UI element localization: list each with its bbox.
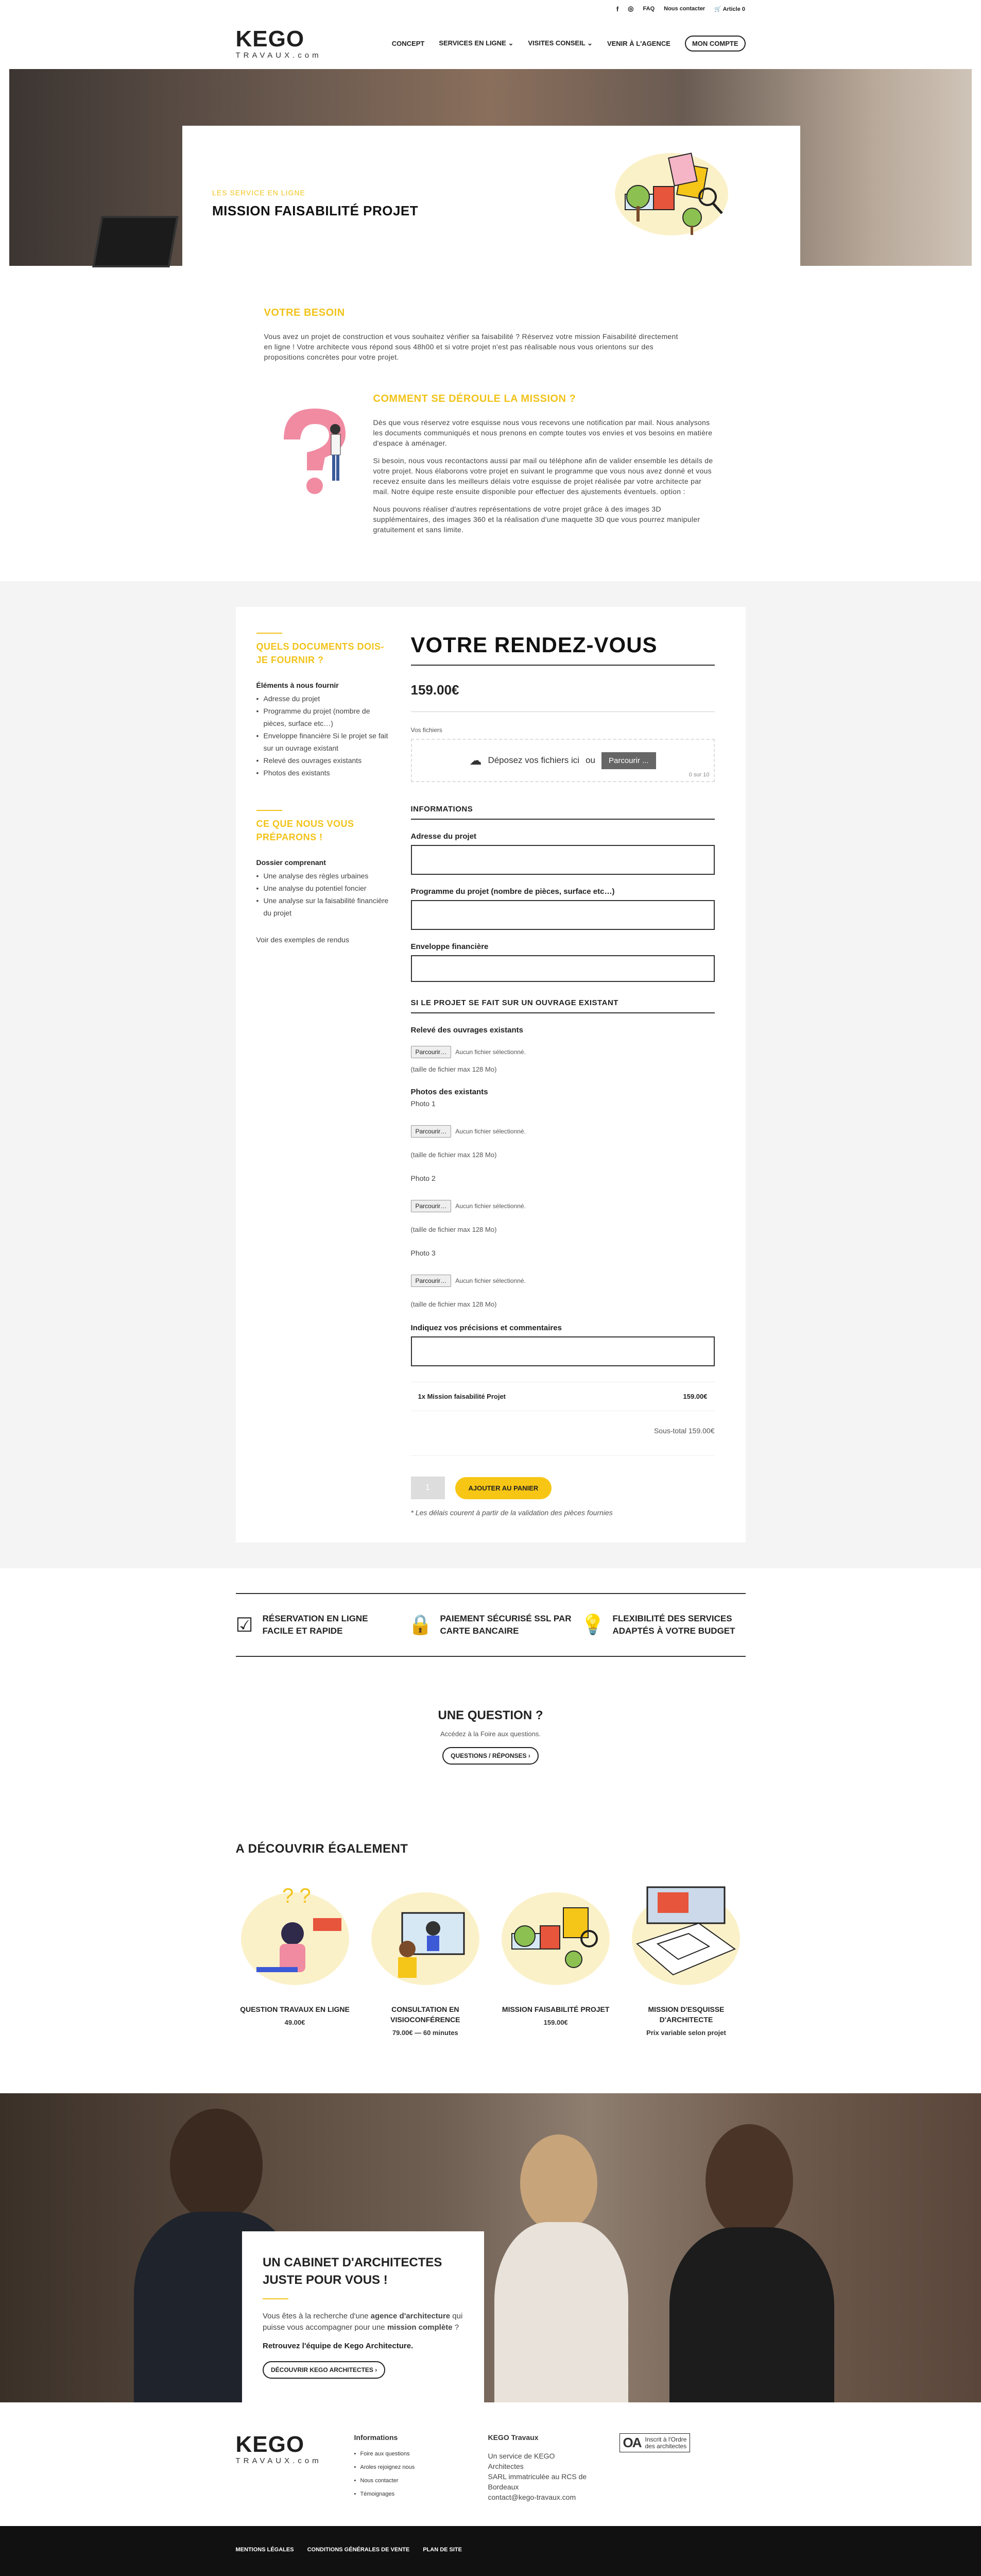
comments-field[interactable]	[411, 1336, 715, 1366]
footer-link[interactable]: • Nous contacter	[354, 2478, 488, 2484]
summary-price: 159.00€	[683, 1393, 708, 1400]
besoin-title: VOTRE BESOIN	[264, 307, 345, 318]
browse-button[interactable]: Parcourir ...	[601, 752, 656, 769]
feature-text: FLEXIBILITÉ DES SERVICES ADAPTÉS À VOTRE BUDGET	[612, 1614, 735, 1636]
max-size-note: (taille de fichier max 128 Mo)	[410, 1226, 497, 1233]
photo2-label: Photo 2	[410, 1174, 436, 1182]
video-call-illustration	[366, 1877, 485, 1990]
svg-text:? ?: ? ?	[282, 1885, 311, 1907]
photo1-file-input	[411, 1125, 715, 1138]
divider	[256, 810, 282, 811]
company-line: SARL immatriculée au RCS de	[488, 2472, 587, 2481]
oa-text-line: des architectes	[645, 2442, 687, 2450]
discover-architects-button[interactable]	[263, 2361, 385, 2379]
address-field[interactable]	[411, 845, 715, 875]
list-item: • Une analyse des règles urbaines	[256, 870, 390, 882]
summary-item: 1x Mission faisabilité Projet	[418, 1393, 506, 1400]
feature-item	[236, 1613, 401, 1637]
footer-info	[354, 2433, 488, 2526]
team-title: UN CABINET D'ARCHITECTES JUSTE POUR VOUS !	[263, 2256, 442, 2287]
deroule-section	[263, 393, 718, 535]
subtotal: Sous-total 159.00€	[411, 1427, 715, 1456]
oa-text-line: Inscrit à l'Ordre	[645, 2435, 687, 2443]
feature-item	[408, 1613, 573, 1637]
team-card	[242, 2231, 484, 2402]
prep-list	[256, 870, 390, 919]
releve-label: Relevé des ouvrages existants	[410, 1026, 523, 1035]
page-title: MISSION FAISABILITÉ PROJET	[212, 203, 419, 218]
upload-cloud-icon: ☁	[469, 753, 482, 768]
deroule-p3: Nous pouvons réaliser d'autres représentations de votre projet grâce à des images 3D supplémentaires, des images 360 et la réalisation d'une maquette 3D que vous pourrez manipuler gratuitement et sans limite.	[373, 505, 700, 534]
chevron-right-icon: ›	[528, 1752, 530, 1759]
photo3-file-input	[411, 1275, 715, 1287]
list-item: • Photos des existants	[256, 767, 390, 779]
feasibility-illustration	[496, 1877, 615, 1990]
checkbox-icon: ☑	[235, 1614, 253, 1636]
add-to-cart-row	[411, 1477, 715, 1499]
card-price: 79.00€ — 60 minutes	[392, 2029, 458, 2037]
company-line: Bordeaux	[488, 2483, 519, 2491]
chevron-down-icon: ⌄	[508, 39, 514, 47]
address-label: Adresse du projet	[410, 832, 477, 841]
docs-subtitle: Éléments à nous fournir	[256, 681, 339, 689]
photo3-label: Photo 3	[410, 1249, 436, 1257]
budget-label: Enveloppe financière	[410, 942, 489, 951]
faq-title: UNE QUESTION ?	[438, 1708, 543, 1722]
info-title: INFORMATIONS	[411, 805, 715, 820]
bulb-icon: 💡	[580, 1614, 605, 1636]
no-file-text: Aucun fichier sélectionné.	[455, 1277, 526, 1284]
company-line: Un service de KEGO	[488, 2452, 555, 2460]
no-file-text: Aucun fichier sélectionné.	[455, 1128, 526, 1135]
add-to-cart-button[interactable]: AJOUTER AU PANIER	[455, 1477, 552, 1499]
logo-text: KEGO	[235, 26, 305, 52]
examples-link[interactable]: Voir des exemples de rendus	[256, 936, 350, 944]
max-size-note: (taille de fichier max 128 Mo)	[410, 1300, 497, 1308]
list-item: • Relevé des ouvrages existants	[256, 754, 390, 767]
drop-or: ou	[586, 755, 595, 765]
no-file-text: Aucun fichier sélectionné.	[455, 1048, 526, 1056]
team-cta-text: Retrouvez l'équipe de Kego Architecture.	[263, 2342, 414, 2350]
prep-subtitle: Dossier comprenant	[256, 858, 326, 867]
feature-text: PAIEMENT SÉCURISÉ SSL PAR CARTE BANCAIRE	[440, 1614, 572, 1636]
feature-text: RÉSERVATION EN LIGNE FACILE ET RAPIDE	[262, 1614, 368, 1636]
max-size-note: (taille de fichier max 128 Mo)	[410, 1065, 497, 1073]
faq-button[interactable]	[442, 1747, 539, 1765]
delay-note: * Les délais courent à partir de la validation des pièces fournies	[410, 1509, 613, 1517]
footer-link[interactable]: • Aroles rejoignez nous	[354, 2464, 488, 2470]
hero-tag: LES SERVICE EN LIGNE	[212, 189, 305, 197]
question-illustration	[236, 1877, 354, 1990]
card-title: MISSION FAISABILITÉ PROJET	[502, 2005, 610, 2013]
no-file-text: Aucun fichier sélectionné.	[455, 1202, 526, 1210]
legal-link[interactable]: PLAN DE SITE	[423, 2547, 462, 2553]
deroule-p2: Si besoin, nous vous recontactons aussi par mail ou téléphone afin de valider ensemble les détails de votre projet. Nous élaborons votre projet en suivant le programme que vous nous avez donné et vous recevez ensuite dans les meilleurs délais votre esquisse de projet réalisée par votre architecte par mail. Notre équipe reste ensuite disponible pour effectuer des ajustements éventuels. option :	[373, 456, 713, 496]
team-text-part: Vous êtes à la recherche d'une	[263, 2312, 371, 2320]
existing-title: SI LE PROJET SE FAIT SUR UN OUVRAGE EXISTANT	[411, 998, 715, 1013]
site-logo[interactable]	[236, 28, 322, 59]
features-strip	[236, 1593, 746, 1657]
account-button[interactable]: MON COMPTE	[685, 36, 746, 52]
cart-link[interactable]	[714, 6, 745, 12]
company-line: Architectes	[488, 2462, 524, 2470]
team-text-part: qui puisse vous accompagner pour une	[263, 2312, 463, 2332]
cart-count: Article 0	[722, 6, 745, 12]
main-nav	[392, 36, 746, 52]
faq-button-label: QUESTIONS / RÉPONSES	[451, 1752, 527, 1759]
service-cards	[236, 1877, 746, 2037]
legal-link[interactable]: MENTIONS LÉGALES	[235, 2547, 294, 2553]
cart-icon: 🛒	[714, 6, 721, 12]
footer-oa	[619, 2433, 691, 2526]
nav-agence[interactable]: VENIR À L'AGENCE	[607, 39, 670, 47]
booking-price: 159.00€	[411, 682, 715, 712]
booking-band	[0, 581, 981, 1568]
monitor-image	[92, 216, 179, 267]
file-browse-button[interactable]: Parcourir…	[411, 1275, 452, 1287]
nav-services[interactable]	[439, 39, 513, 47]
oa-badge	[619, 2433, 691, 2452]
company-email[interactable]: contact@kego-travaux.com	[488, 2493, 576, 2501]
service-card[interactable]	[627, 1877, 745, 2037]
list-item: • Programme du projet (nombre de pièces, surface etc…)	[256, 705, 390, 730]
list-item: • Adresse du projet	[256, 692, 390, 705]
site-header	[236, 18, 746, 69]
budget-field[interactable]	[411, 955, 715, 982]
logo-subtext: TRAVAUX.com	[235, 50, 322, 60]
prep-title: CE QUE NOUS VOUS PRÉPARONS !	[256, 819, 354, 842]
lock-icon: 🔒	[408, 1614, 433, 1636]
hero-banner	[9, 69, 972, 266]
photo1-label: Photo 1	[410, 1099, 436, 1108]
footer-logo[interactable]	[236, 2433, 354, 2526]
besoin-text: Vous avez un projet de construction et vous souhaitez vérifier sa faisabilité ? Réservez votre mission Faisabilité directement en ligne ! Votre architecte vous répond sous 48h00 et si votre projet n'est pas réalisable nous vous orientons sur des propositions concrètes pour votre projet.	[264, 332, 678, 361]
team-text-bold: mission complète	[387, 2323, 453, 2332]
list-item: • Enveloppe financière Si le projet se fait sur un ouvrage existant	[256, 730, 390, 754]
feature-item	[581, 1613, 746, 1637]
footer	[236, 2402, 746, 2526]
photos-label: Photos des existants	[410, 1088, 488, 1096]
card-price: 159.00€	[543, 2019, 568, 2026]
footer-company-title: KEGO Travaux	[488, 2433, 539, 2442]
releve-file-input	[411, 1046, 715, 1058]
booking-form	[411, 633, 715, 1517]
docs-title: QUELS DOCUMENTS DOIS-JE FOURNIR ?	[256, 641, 385, 665]
facebook-icon[interactable]: f	[616, 5, 619, 13]
file-browse-button[interactable]: Parcourir…	[411, 1125, 452, 1138]
besoin-section	[263, 307, 718, 362]
footer-company	[488, 2433, 619, 2526]
booking-title: VOTRE RENDEZ-VOUS	[411, 633, 715, 666]
top-bar	[0, 0, 981, 18]
list-item: • Une analyse sur la faisabilité financière du projet	[256, 894, 390, 919]
oa-text	[645, 2436, 687, 2450]
contact-link[interactable]: Nous contacter	[664, 6, 705, 12]
booking-sidebar	[256, 633, 411, 1517]
instagram-icon[interactable]: ◎	[628, 5, 634, 12]
docs-list	[256, 692, 390, 779]
discover-section	[236, 1842, 746, 2037]
chevron-right-icon: ›	[375, 2366, 377, 2374]
nav-visites-label: VISITES CONSEIL	[528, 39, 586, 47]
feasibility-illustration	[610, 145, 738, 238]
drop-text: Déposez vos fichiers ici	[488, 755, 580, 765]
legal-link[interactable]: CONDITIONS GÉNÉRALES DE VENTE	[307, 2547, 410, 2553]
file-dropzone[interactable]	[411, 739, 715, 782]
logo-text: KEGO	[235, 2432, 305, 2457]
team-text-bold: agence d'architecture	[370, 2312, 451, 2320]
button-label: DÉCOUVRIR KEGO ARCHITECTES	[271, 2366, 373, 2374]
card-price: Prix variable selon projet	[646, 2029, 726, 2037]
team-text	[263, 2311, 463, 2333]
quantity-input[interactable]: 1	[411, 1477, 445, 1499]
chevron-down-icon: ⌄	[587, 39, 593, 47]
list-item: • Une analyse du potentiel foncier	[256, 882, 390, 894]
file-browse-button[interactable]: Parcourir…	[411, 1046, 452, 1058]
booking-card	[236, 607, 746, 1543]
discover-title: A DÉCOUVRIR ÉGALEMENT	[235, 1842, 408, 1856]
card-title: QUESTION TRAVAUX EN LIGNE	[240, 2005, 350, 2013]
photo2-file-input	[411, 1200, 715, 1212]
service-card[interactable]	[366, 1877, 485, 2037]
deroule-title: COMMENT SE DÉROULE LA MISSION ?	[373, 393, 576, 404]
faq-text: Accédez à la Foire aux questions.	[440, 1730, 541, 1738]
sketch-illustration	[627, 1877, 745, 1990]
nav-concept[interactable]: CONCEPT	[391, 39, 425, 47]
footer-link[interactable]: • Foire aux questions	[354, 2451, 488, 2457]
footer-info-title: Informations	[354, 2433, 398, 2442]
divider	[263, 2298, 288, 2299]
service-card[interactable]	[236, 1877, 354, 2037]
question-mark-illustration	[263, 398, 366, 501]
comments-label: Indiquez vos précisions et commentaires	[410, 1324, 562, 1332]
deroule-p1: Dès que vous réservez votre esquisse nous vous recevons une notification par mail. Nous analysons les documents communiqués et nous prenons en compte toutes vos envies et vos besoins en matière d'espace à aménager.	[373, 418, 713, 447]
faq-link[interactable]: FAQ	[643, 6, 655, 12]
file-count: 0 sur 10	[689, 772, 710, 778]
legal-links	[236, 2547, 746, 2553]
bottom-bar	[0, 2526, 981, 2576]
team-banner	[0, 2093, 981, 2402]
team-photo	[0, 2093, 981, 2402]
card-title: CONSULTATION EN VISIOCONFÉRENCE	[390, 2005, 460, 2024]
logo-subtext: TRAVAUX.com	[235, 2456, 322, 2465]
oa-logo: OA	[623, 2435, 641, 2450]
nav-visites[interactable]	[528, 39, 593, 47]
max-size-note: (taille de fichier max 128 Mo)	[410, 1151, 497, 1159]
card-price: 49.00€	[284, 2019, 305, 2026]
footer-link[interactable]: • Témoignages	[354, 2491, 488, 2497]
divider	[256, 633, 282, 634]
faq-section	[0, 1708, 981, 1765]
card-title: MISSION D'ESQUISSE D'ARCHITECTE	[648, 2005, 725, 2024]
team-text-part: ?	[452, 2323, 459, 2332]
nav-services-label: SERVICES EN LIGNE	[439, 39, 506, 47]
order-summary	[411, 1382, 715, 1411]
file-browse-button[interactable]: Parcourir…	[411, 1200, 452, 1212]
service-card[interactable]	[496, 1877, 615, 2037]
files-label: Vos fichiers	[410, 726, 442, 734]
hero-card	[182, 126, 800, 267]
program-field[interactable]	[411, 900, 715, 930]
program-label: Programme du projet (nombre de pièces, surface etc…)	[410, 887, 615, 896]
